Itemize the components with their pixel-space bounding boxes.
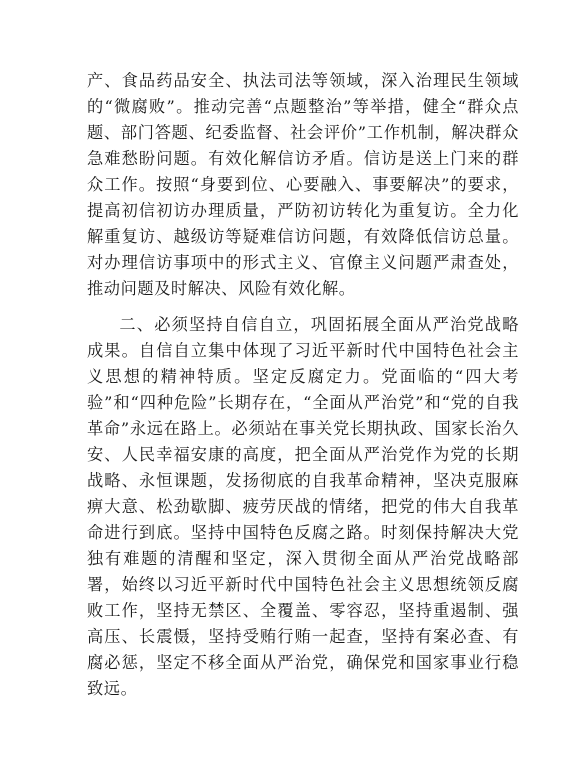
paragraph-continued: 产、食品药品安全、执法司法等领域，深入治理民生领域的“微腐败”。推动完善“点题整治”等举措，健全“群众点题、部门答题、纪委监督、社会评价”工作机制，解决群众急难愁盼问题。有效化解信访矛盾。信访是送上门来的群众工作。按照“身要到位、心要融入、事要解决”的要求，提高初信初访办理质量，严防初访转化为重复访。全力化解重复访、越级访等疑难信访问题，有效降低信访总量。对办理信访事项中的形式主义、官僚主义问题严肃查处，推动问题及时解决、风险有效化解。: [87, 71, 519, 298]
paragraph-section-two: 二、必须坚持自信自立，巩固拓展全面从严治党战略成果。自信自立集中体现了习近平新时代中国特色社会主义思想的精神特质。坚定反腐定力。党面临的“四大考验”和“四种危险”长期存在，“全面从严治党”和“党的自我革命”永远在路上。必须站在事关党长期执政、国家长治久安、人民幸福安康的高度，把全面从严治党作为党的长期战略、永恒课题，发扬彻底的自我革命精神，坚决克服麻痹大意、松劲歇脚、疲劳厌战的情绪，把党的伟大自我革命进行到底。坚持中国特色反腐之路。时刻保持解决大党独有难题的清醒和坚定，深入贯彻全面从严治党战略部署，始终以习近平新时代中国特色社会主义思想统领反腐败工作，坚持无禁区、全覆盖、零容忍，坚持重遏制、强高压、长震慑，坚持受贿行贿一起查，坚持有案必查、有腐必惩，坚定不移全面从严治党，确保党和国家事业行稳致远。: [87, 315, 519, 698]
document-body: [87, 68, 519, 702]
